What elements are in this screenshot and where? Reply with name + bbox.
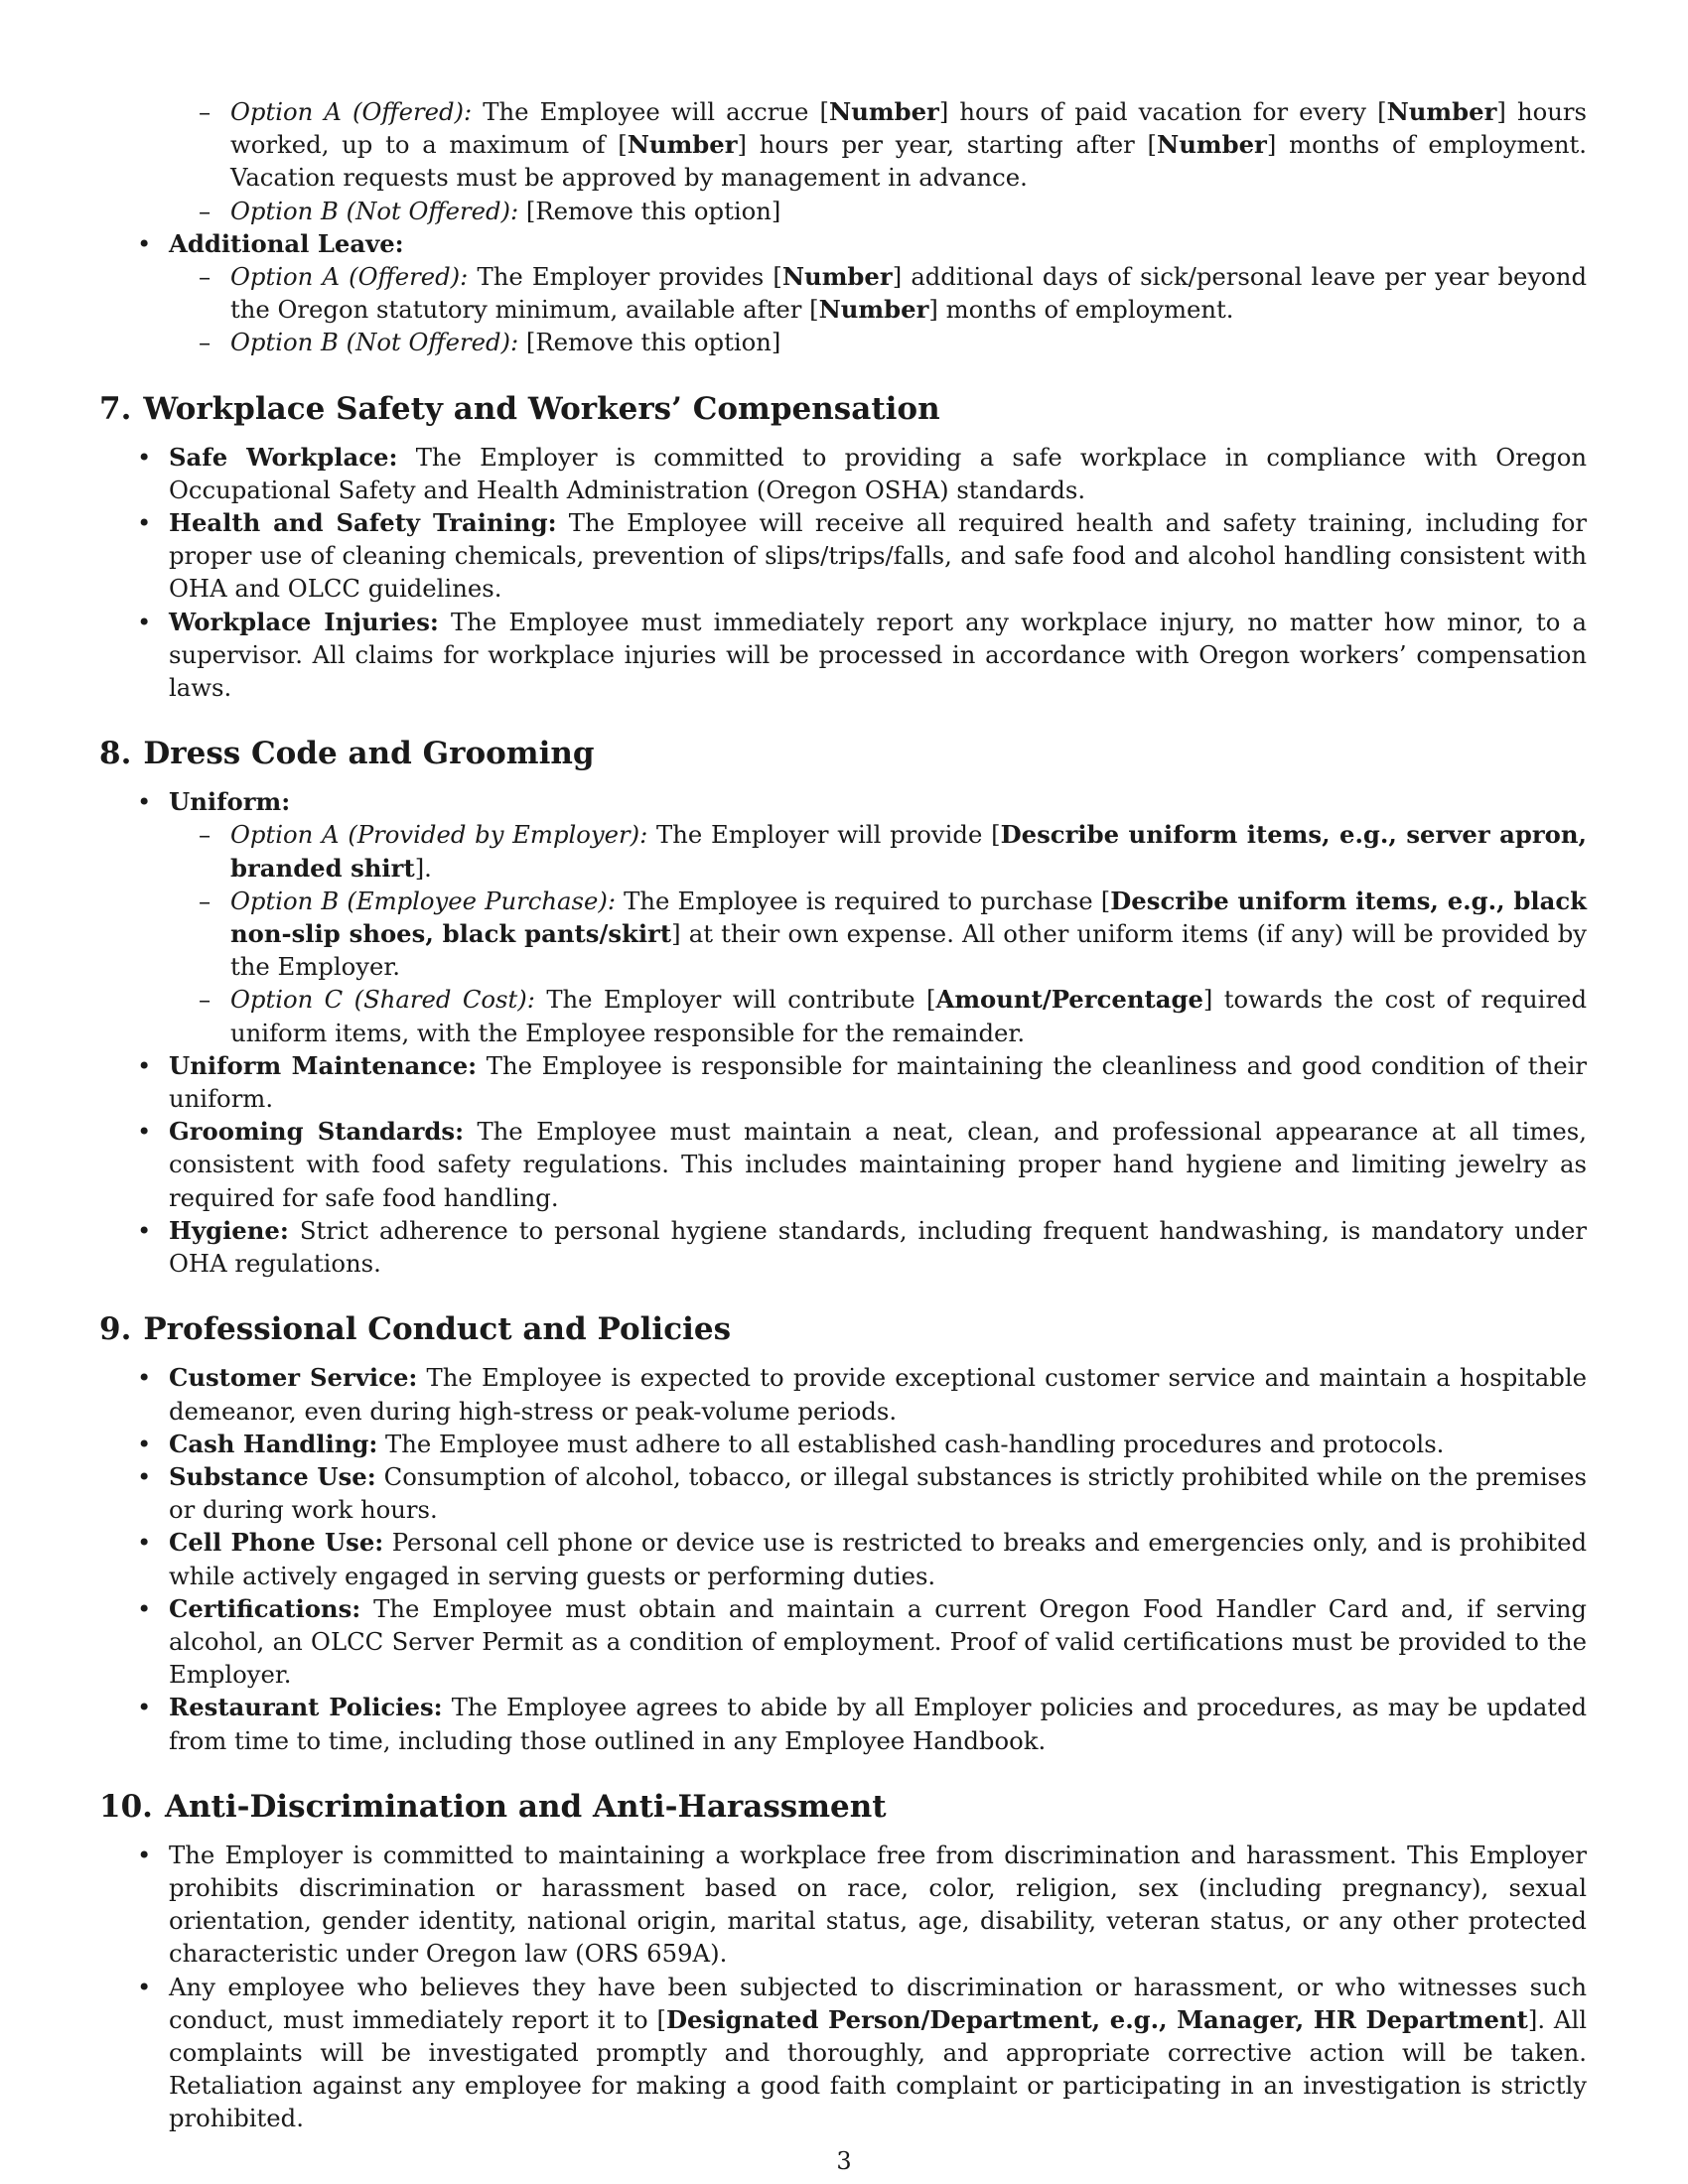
item-label: Uniform Maintenance: <box>169 1050 478 1080</box>
item-label: Cash Handling: <box>169 1429 378 1458</box>
section-heading <box>99 734 1587 773</box>
section-heading <box>99 1309 1587 1349</box>
list-item: • Cash Handling: The Employee must adhere to all established cash-handling procedures and protocols. <box>99 1428 1587 1460</box>
bullet-list <box>99 1839 1587 2135</box>
list-item: • Certifications: The Employee must obtain and maintain a current Oregon Food Handler Card and, if serving alcohol, an OLCC Server Permit as a condition of employment. Proof of valid certifications must be provided to the Employer. <box>99 1592 1587 1692</box>
list-item: • Any employee who believes they have been subjected to discrimination or harassment, or who witnesses such conduct, must immediately report it to [Designated Person/Department, e.g., Manager, HR Department]. All complaints will be investigated promptly and thoroughly, and appropriate corrective action will be taken. Retaliation against any employee for making a good faith complaint or participating in an investigation is strictly prohibited. <box>99 1971 1587 2135</box>
item-label: Grooming Standards: <box>169 1117 465 1147</box>
list-item: • Restaurant Policies: The Employee agrees to abide by all Employer policies and procedures, as may be updated from time to time, including those outlined in any Employee Handbook. <box>99 1691 1587 1756</box>
item-label: Uniform: <box>169 787 291 817</box>
option-list <box>169 260 1587 359</box>
section-title: Workplace Safety and Workers’ Compensation <box>143 390 940 427</box>
page-number: 3 <box>836 2147 852 2175</box>
list-item: • Substance Use: Consumption of alcohol, tobacco, or illegal substances is strictly prohibited while on the premises or during work hours. <box>99 1460 1587 1526</box>
option-label: Option A (Provided by Employer): <box>230 820 648 850</box>
section-heading <box>99 1787 1587 1827</box>
option-label: Option B (Not Offered): <box>230 328 519 357</box>
section-title: Professional Conduct and Policies <box>143 1311 732 1348</box>
placeholder-field: Number <box>781 262 893 292</box>
list-item: • Hygiene: Strict adherence to personal hygiene standards, including frequent handwashing, is mandatory under OHA regulations. <box>99 1214 1587 1280</box>
list-item: • Uniform Maintenance: The Employee is responsible for maintaining the cleanliness and good condition of their uniform. <box>99 1049 1587 1115</box>
document-page <box>99 95 1587 2135</box>
option-list <box>99 95 1587 227</box>
item-label: Substance Use: <box>169 1461 376 1491</box>
option-label: Option A (Offered): <box>230 97 473 126</box>
list-item: • The Employer is committed to maintaining a workplace free from discrimination and harassment. This Employer prohibits discrimination or harassment based on race, color, religion, sex (including pregnancy), sexual orientation, gender identity, national origin, marital status, age, disability, veteran status, or any other protected characteristic under Oregon law (ORS 659A). <box>99 1839 1587 1971</box>
option-label: Option A (Offered): <box>230 262 469 292</box>
item-label: Customer Service: <box>169 1363 418 1393</box>
list-item: • Cell Phone Use: Personal cell phone or device use is restricted to breaks and emergencies only, and is prohibited while actively engaged in serving guests or performing duties. <box>99 1526 1587 1591</box>
section-6-continuation <box>99 95 1587 359</box>
section-number: 9. <box>99 1311 132 1348</box>
item-label: Restaurant Policies: <box>169 1693 443 1722</box>
placeholder-field: Designated Person/Department, e.g., Manager, HR Department <box>665 2004 1528 2034</box>
item-label: Health and Safety Training: <box>169 508 557 538</box>
bullet-list <box>99 785 1587 1280</box>
placeholder-field: Describe uniform items, e.g., server apron, branded shirt <box>230 820 1587 883</box>
item-label: Hygiene: <box>169 1215 289 1245</box>
item-label: Safe Workplace: <box>169 442 398 472</box>
section-title: Anti-Discrimination and Anti-Harassment <box>164 1788 887 1825</box>
section-number: 8. <box>99 736 132 772</box>
item-label: Workplace Injuries: <box>169 607 439 636</box>
option-label: Option B (Not Offered): <box>230 196 519 225</box>
list-item: • Health and Safety Training: The Employee will receive all required health and safety training, including for proper use of cleaning chemicals, prevention of slips/trips/falls, and safe food and alcohol handling consistent with OHA and OLCC guidelines. <box>99 506 1587 606</box>
list-item <box>99 227 1587 359</box>
option-item: – Option B (Not Offered): [Remove this option] <box>169 326 1587 358</box>
list-item: • Customer Service: The Employee is expected to provide exceptional customer service and maintain a hospitable demeanor, even during high-stress or peak-volume periods. <box>99 1361 1587 1427</box>
list-item: • Grooming Standards: The Employee must maintain a neat, clean, and professional appearance at all times, consistent with food safety regulations. This includes maintaining proper hand hygiene and limiting jewelry as required for safe food handling. <box>99 1115 1587 1214</box>
placeholder-field: Number <box>818 295 929 325</box>
option-list <box>169 818 1587 1048</box>
bullet-list <box>99 441 1587 705</box>
option-item: – Option A (Provided by Employer): The Employer will provide [Describe uniform items, e.g., server apron, branded shirt]. <box>169 818 1587 884</box>
option-label: Option C (Shared Cost): <box>230 985 535 1015</box>
list-item: • Workplace Injuries: The Employee must immediately report any workplace injury, no matter how minor, to a supervisor. All claims for workplace injuries will be processed in accordance with Oregon workers’ compensation laws. <box>99 606 1587 705</box>
placeholder-field: Describe uniform items, e.g., black non-slip shoes, black pants/skirt <box>230 886 1587 949</box>
section-title: Dress Code and Grooming <box>143 736 595 772</box>
section-heading <box>99 389 1587 429</box>
bullet-list <box>99 227 1587 359</box>
placeholder-field: Amount/Percentage <box>935 985 1203 1015</box>
item-label: Additional Leave: <box>169 228 404 258</box>
section-number: 7. <box>99 390 132 427</box>
option-item: – Option A (Offered): The Employer provides [Number] additional days of sick/personal leave per year beyond the Oregon statutory minimum, available after [Number] months of employment. <box>169 260 1587 326</box>
option-item: – Option C (Shared Cost): The Employer will contribute [Amount/Percentage] towards the cost of required uniform items, with the Employee responsible for the remainder. <box>169 983 1587 1048</box>
item-label: Cell Phone Use: <box>169 1528 384 1558</box>
option-item: – Option B (Not Offered): [Remove this option] <box>169 195 1587 227</box>
placeholder-field: Number <box>1386 97 1497 126</box>
placeholder-field: Number <box>1157 130 1267 160</box>
option-item: – Option A (Offered): The Employee will accrue [Number] hours of paid vacation for every [Number] hours worked, up to a maximum of [Number] hours per year, starting after [Number] months of employment. Vacation requests must be approved by management in advance. <box>169 95 1587 195</box>
option-item: – Option B (Employee Purchase): The Employee is required to purchase [Describe uniform items, e.g., black non-slip shoes, black pants/skirt] at their own expense. All other uniform items (if any) will be provided by the Employer. <box>169 885 1587 984</box>
sections-container <box>99 389 1587 2135</box>
item-label: Certifications: <box>169 1593 361 1623</box>
list-item <box>99 785 1587 1049</box>
placeholder-field: Number <box>829 97 939 126</box>
placeholder-field: Number <box>627 130 738 160</box>
option-label: Option B (Employee Purchase): <box>230 886 617 915</box>
list-item: • Safe Workplace: The Employer is committed to providing a safe workplace in compliance with Oregon Occupational Safety and Health Administration (Oregon OSHA) standards. <box>99 441 1587 506</box>
bullet-list <box>99 1361 1587 1756</box>
section-number: 10. <box>99 1788 153 1825</box>
